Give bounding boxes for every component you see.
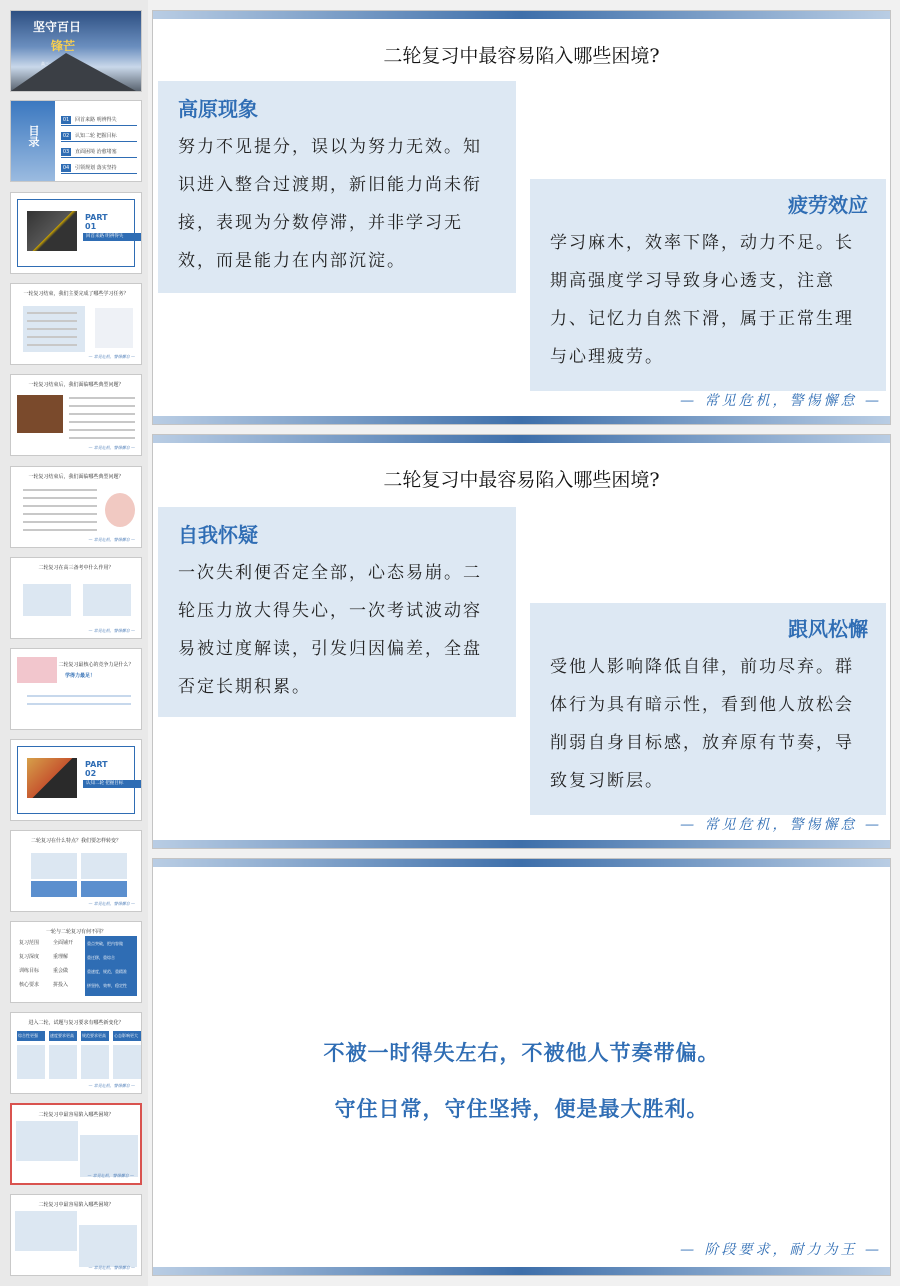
- slide-thumbnail-7[interactable]: 二轮复习在高三备考中什么作用？ — 常见危机，警惕懈怠 —: [10, 557, 142, 639]
- slide-thumbnail-11[interactable]: 一轮与二轮复习有何不同？ 复习范围 复习深度 训练目标 核心要求 全面铺开 重理解 重会做 拼投入 重点突破，把内容做 重迁移，重综合 重速度，规范，重精准 拼坚持，效率，稳定性: [10, 921, 142, 1003]
- thumb-title: 二轮复习中最容易陷入哪些困境？: [38, 1112, 114, 1118]
- slide-thumbnail-2[interactable]: [10, 100, 142, 182]
- illustration: [95, 308, 133, 348]
- slide-panel-2[interactable]: [152, 434, 891, 849]
- card-heading: 疲劳效应: [788, 193, 868, 217]
- slide-footer: — 常见危机，警惕懈怠 —: [680, 817, 882, 833]
- slide-thumbnail-10[interactable]: 二轮复习在什么特点？我们要怎样转变？ — 常见危机，警惕懈怠 —: [10, 830, 142, 912]
- top-gradient-bar: [153, 859, 890, 867]
- slide-panel-3[interactable]: [152, 858, 891, 1276]
- thumb-answer: 学得力最足！: [65, 673, 96, 679]
- toc-side-panel: [11, 101, 55, 181]
- quote-line-2: 守住日常，守住坚持，便是最大胜利。: [334, 1097, 709, 1121]
- student-photo: [17, 395, 63, 433]
- cover-title-highlight: 锋芒: [51, 39, 76, 53]
- toc-item: 01 回首来路 明辨得失: [61, 115, 137, 126]
- book-image: [27, 758, 77, 798]
- illustration: [105, 493, 135, 527]
- thumb-title: 二轮复习在什么特点？我们要怎样转变？: [30, 838, 121, 844]
- slide-thumbnail-9[interactable]: [10, 739, 142, 821]
- thumb-title: 二轮复习中最容易陷入哪些困境？: [38, 1202, 114, 1208]
- slide-thumbnail-6[interactable]: 一轮复习结束后，我们面临哪些典型问题？ — 常见危机，警惕懈怠 —: [10, 466, 142, 548]
- card-text: 受他人影响降低自律，前功尽弃。群体行为具有暗示性，看到他人放松会削弱自身目标感，放弃原有节奏，导致复习断层。: [550, 657, 854, 791]
- slide-thumbnail-13[interactable]: 二轮复习中最容易陷入哪些困境？ — 常见危机，警惕懈怠 —: [10, 1103, 142, 1185]
- card-heading: 跟风松懈: [788, 617, 868, 641]
- cover-title-line1: 坚守百日: [33, 20, 82, 34]
- slide-footer: — 常见危机，警惕懈怠 —: [680, 393, 882, 409]
- card-self-doubt: [158, 507, 516, 717]
- part-bar: 认知二轮 把握目标: [83, 780, 141, 788]
- mountain-image: [11, 53, 136, 91]
- slide-thumbnail-14[interactable]: 二轮复习中最容易陷入哪些困境？ — 常见危机，警惕懈怠 —: [10, 1194, 142, 1276]
- card-fatigue: [530, 179, 886, 391]
- toc-item: 04 引领规划 落实坚持: [61, 163, 137, 174]
- thumb-title: 一轮复习结束后，我们面临哪些典型问题？: [28, 474, 124, 480]
- slide-footer: — 阶段要求，耐力为王 —: [680, 1242, 882, 1258]
- slide-thumbnail-4[interactable]: 一轮复习结束，我们主要完成了哪些学习任务？ — 常见危机，警惕懈怠 —: [10, 283, 142, 365]
- thumb-title: 二轮复习最核心的竞争力是什么？: [58, 662, 134, 668]
- part-label: PART 01: [85, 213, 108, 231]
- bottom-gradient-bar: [153, 840, 890, 848]
- quote-line-1: 不被一时得失左右，不被他人节奏带偏。: [323, 1041, 720, 1065]
- top-gradient-bar: [153, 435, 890, 443]
- slide-title: 二轮复习中最容易陷入哪些困境?: [383, 469, 660, 491]
- thumb-title: 一轮与二轮复习有何不同？: [45, 929, 106, 935]
- card-text: 一次失利便否定全部，心态易崩。二轮压力放大得失心，一次考试波动容易被过度解读，引发归因偏差，全盘否定长期积累。: [178, 563, 482, 697]
- toc-item: 02 认知二轮 把握目标: [61, 131, 137, 142]
- bottom-gradient-bar: [153, 416, 890, 424]
- slide-thumbnail-3[interactable]: [10, 192, 142, 274]
- toc-label: 目录: [27, 125, 40, 147]
- card-plateau: [158, 81, 516, 293]
- road-image: [27, 211, 77, 251]
- top-gradient-bar: [153, 11, 890, 19]
- card-text: 学习麻木，效率下降，动力不足。长期高强度学习导致身心透支，注意力、记忆力自然下滑，属于正常生理与心理疲劳。: [550, 233, 854, 367]
- slide-panel-1[interactable]: [152, 10, 891, 425]
- part-bar: 回首来路 明辨得失: [83, 233, 141, 241]
- cover-subtitle: 高三一轮复习主题班会: [41, 61, 81, 66]
- thumb-title: 二轮复习在高三备考中什么作用？: [38, 565, 114, 571]
- slide-thumbnail-1[interactable]: [10, 10, 142, 92]
- thumb-title: 进入二轮，试题与复习要求有哪些新变化？: [28, 1020, 124, 1026]
- thumb-title: 一轮复习结束后，我们面临哪些典型问题？: [28, 382, 124, 388]
- card-heading: 高原现象: [178, 97, 258, 121]
- slide-title: 二轮复习中最容易陷入哪些困境?: [383, 45, 660, 67]
- toc-item: 03 直面困境 治愈堵塞: [61, 147, 137, 158]
- slide-thumbnail-8[interactable]: [10, 648, 142, 730]
- card-slack-off: [530, 603, 886, 815]
- card-heading: 自我怀疑: [178, 523, 258, 547]
- thumb-title: 一轮复习结束，我们主要完成了哪些学习任务？: [23, 291, 129, 297]
- part-label: PART 02: [85, 760, 108, 778]
- slide-thumbnail-12[interactable]: 进入二轮，试题与复习要求有哪些新变化？ 综合性更强 速度要求更高 规范要求更高 心态影响更大 — 常见危机，警惕懈怠 —: [10, 1012, 142, 1094]
- card-text: 努力不见提分，误以为努力无效。知识进入整合过渡期，新旧能力尚未衔接，表现为分数停滞，并非学习无效，而是能力在内部沉淀。: [178, 137, 482, 271]
- bottom-gradient-bar: [153, 1267, 890, 1275]
- slide-thumbnail-5[interactable]: 一轮复习结束后，我们面临哪些典型问题？ — 常见危机，警惕懈怠 —: [10, 374, 142, 456]
- slide-thumbnail-rail: [0, 0, 148, 1286]
